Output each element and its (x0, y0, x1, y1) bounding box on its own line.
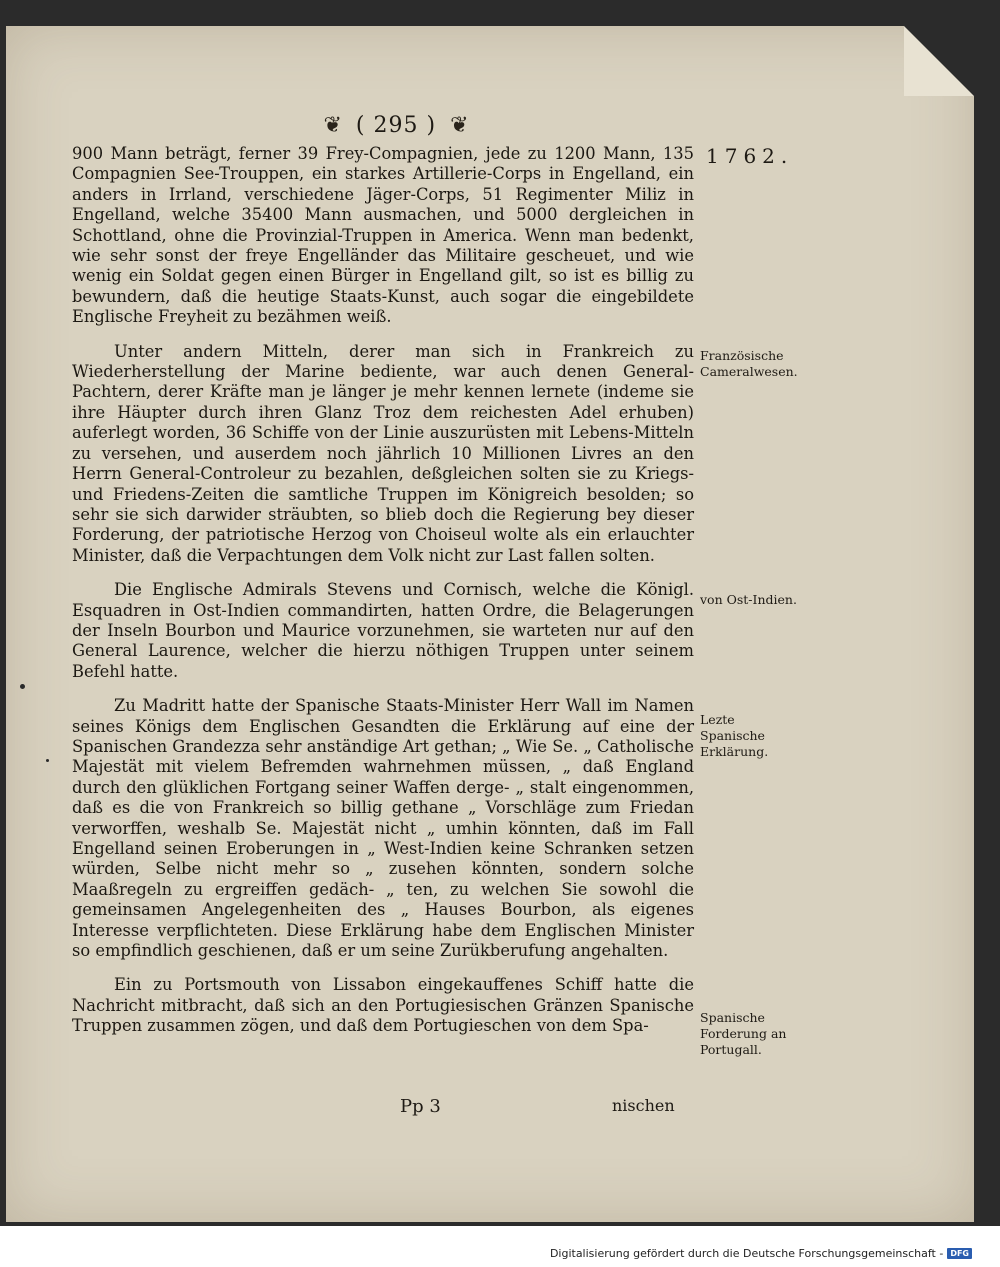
signature-mark: Pp 3 (400, 1096, 441, 1117)
catchword: nischen (612, 1096, 675, 1115)
dfg-logo-icon: DFG (947, 1248, 972, 1259)
funding-credit (550, 1247, 972, 1260)
page-number: ( 295 ) (355, 112, 437, 138)
ink-spot (20, 684, 25, 689)
paragraph-2: Unter andern Mitteln, derer man sich in Frankreich zu Wiederherstellung der Marine bediente, war auch denen General-Pachtern, derer Kräfte man je länger je mehr kennen lernete (indeme sie ihre Häupter durch ihren Glanz Troz dem reichesten Adel erhuben) auferlegt worden, 36 Schiffe von der Linie auszurüsten mit Lebens-Mitteln zu versehen, und auserdem noch jährlich 10 Millionen Livres an den Herrn General-Controleur zu bezahlen, deßgleichen solten sie zu Kriegs- und Friedens-Zeiten die samtliche Truppen im Königreich besolden; so sehr sie sich darwider sträubten, so blieb doch die Regierung bey dieser Forderung, der patriotische Herzog von Choiseul wolte als ein erlauchter Minister, daß die Verpachtungen dem Volk nicht zur Last fallen solten. (72, 341, 694, 565)
folded-corner (904, 26, 974, 96)
year-marginal: 1762. (706, 144, 794, 168)
paragraph-3: Die Englische Admirals Stevens und Cornisch, welche die Königl. Esquadren in Ost-Indien commandirten, hatten Ordre, die Belagerungen der Inseln Bourbon und Maurice vorzunehmen, sie warteten nur auf den General Laurence, welcher die hierzu nöthigen Truppen unter seinem Befehl hatte. (72, 580, 694, 681)
body-text (72, 144, 694, 1037)
paragraph-5: Ein zu Portsmouth von Lissabon eingekauffenes Schiff hatte die Nachricht mitbracht, daß sich an den Portugiesischen Gränzen Spanische Truppen zusammen zögen, und daß dem Portugieschen von dem Spa- (72, 975, 694, 1036)
paragraph-1: 900 Mann beträgt, ferner 39 Frey-Compagnien, jede zu 1200 Mann, 135 Compagnien See-Trouppen, ein starkes Artillerie-Corps in Engelland, ein anders in Irrland, verschiedene Jäger-Corps, 51 Regimenter Miliz in Engelland, welche 35400 Mann ausmachen, und 5000 dergleichen in Schottland, ohne die Provinzial-Truppen in America. Wenn man bedenkt, wie sehr sonst der freye Engelländer das Militaire gescheuet, und wie wenig ein Soldat gegen einen Bürger in Engelland gilt, so ist es billig zu bewundern, daß die heutige Staats-Kunst, auch sogar die eingebildete Englische Freyheit zu bezähmen weiß. (72, 144, 694, 327)
margin-note-spanische-erklaerung: Lezte Spanische Erklärung. (700, 712, 769, 759)
ornament-right-icon: ❦ (450, 112, 469, 138)
margin-note-spanische-forderung: Spanische Forderung an Portugall. (700, 1010, 787, 1057)
margin-note-cameralwesen: Französische Cameralwesen. (700, 348, 798, 379)
ornament-left-icon: ❦ (323, 112, 342, 138)
paragraph-4: Zu Madritt hatte der Spanische Staats-Minister Herr Wall im Namen seines Königs dem Englischen Gesandten die Erklärung auf eine der Spanischen Grandezza sehr anständige Art gethan; „ Wie Se. „ Catholische Majestät mit vielem Befremden wahrnehmen müssen, „ daß England durch den glüklichen Fortgang seiner Waffen derge- „ stalt eingenommen, daß es die von Frankreich so billig gethane „ Vorschläge zum Friedan verworffen, weshalb Se. Majestät nicht „ umhin könnten, daß im Fall Engelland seinen Eroberungen in „ West-Indien keine Schranken setzen würden, Selbe nicht mehr so „ zusehen könnten, sondern solche Maaßregeln zu ergreiffen gedäch- „ ten, zu welchen Sie sowohl die gemeinsamen Angelegenheiten des „ Hauses Bourbon, als eigenes Interesse verpflichteten. Diese Erklärung habe dem Englischen Minister so empfindlich geschienen, daß er um seine Zurükberufung angehalten. (72, 696, 694, 961)
credit-text: Digitalisierung gefördert durch die Deutsche Forschungsgemeinschaft - (549, 1247, 944, 1260)
margin-note-ost-indien: von Ost-Indien. (700, 592, 797, 607)
ink-spot (46, 759, 49, 762)
scanned-page (6, 26, 974, 1222)
page-header (266, 110, 526, 140)
